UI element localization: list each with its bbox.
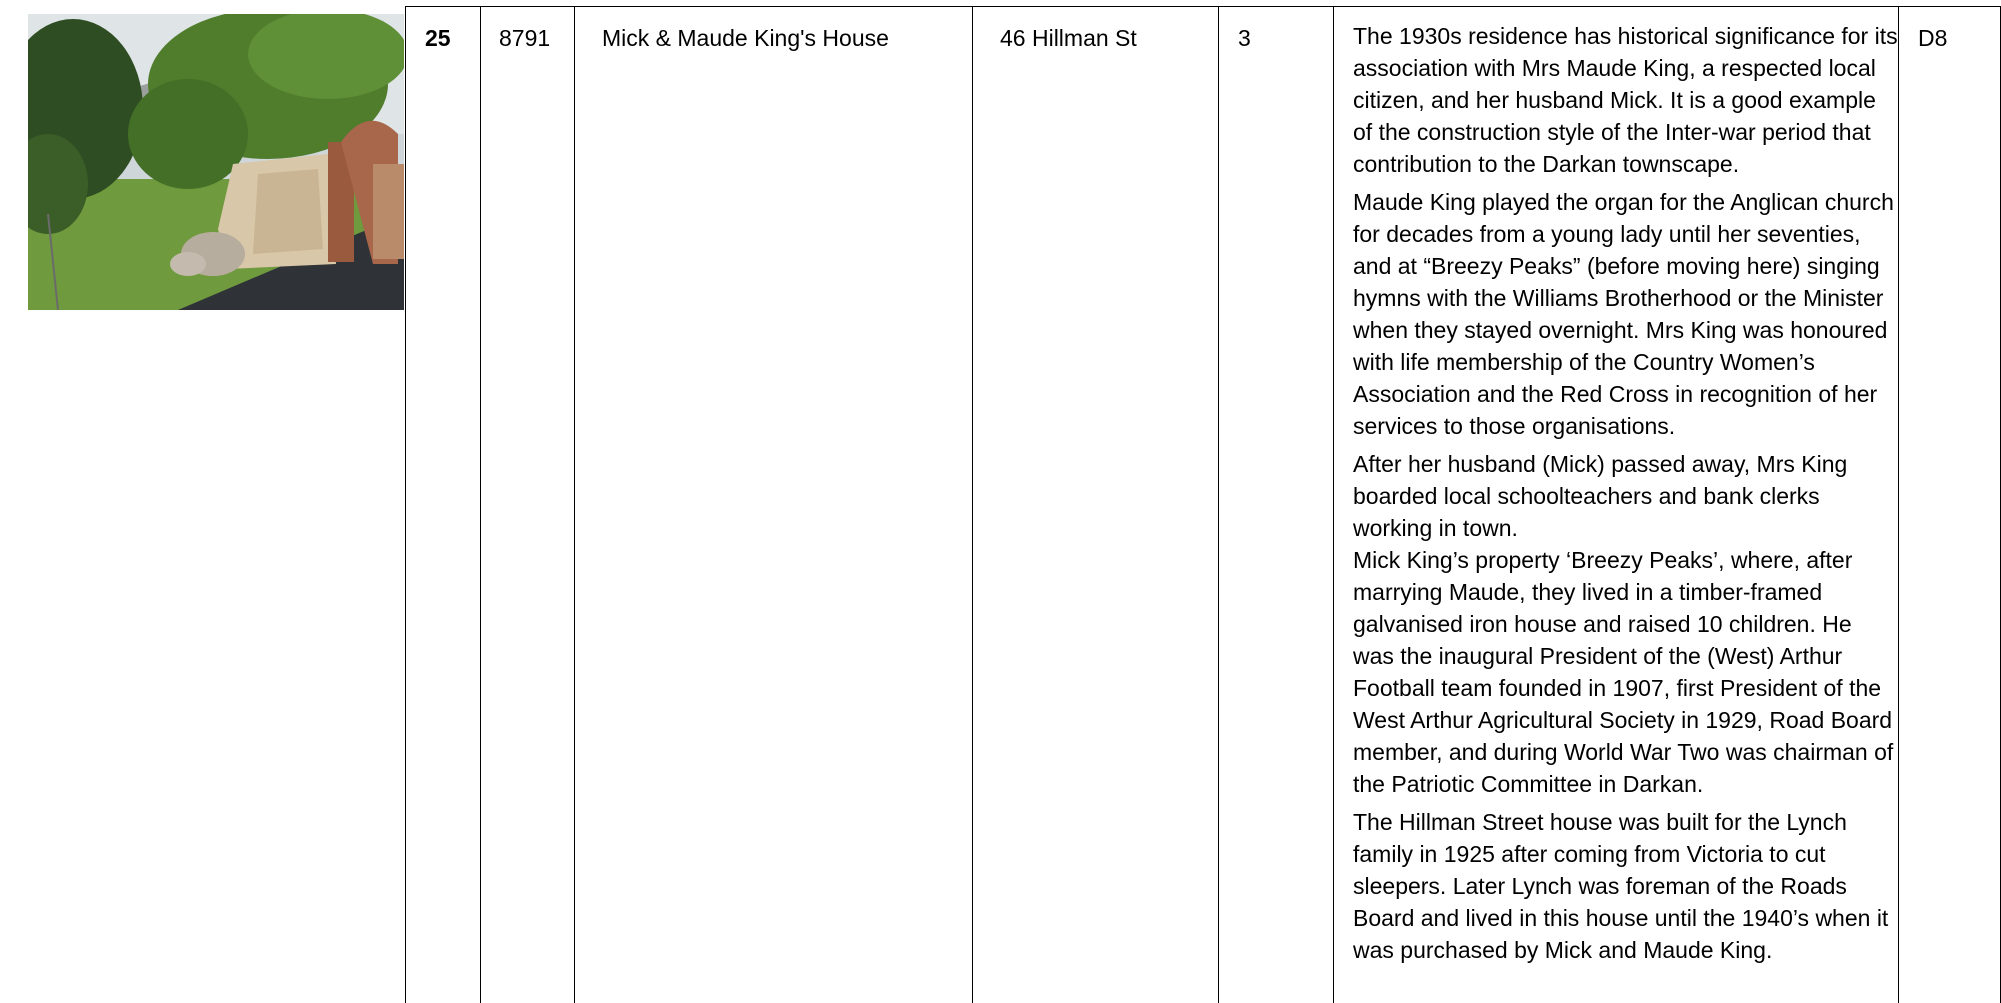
table-top-border — [405, 6, 2001, 7]
column-divider — [574, 6, 575, 1003]
column-divider — [1333, 6, 1334, 1003]
place-description — [1353, 20, 1898, 966]
column-divider — [1898, 6, 1899, 1003]
management-category: 3 — [1238, 25, 1251, 51]
property-photo — [28, 14, 404, 310]
description-paragraph: Maude King played the organ for the Anglican church for decades from a young lady until her seventies, and at “Breezy Peaks” (before moving here) singing hymns with the Williams Brotherhood or the Minister when they stayed overnight. Mrs King was honoured with life membership of the Country Women’s Association and the Red Cross in recognition of her services to those organisations. — [1353, 189, 1894, 439]
place-name: Mick & Maude King's House — [602, 25, 889, 51]
column-divider — [972, 6, 973, 1003]
description-paragraph: After her husband (Mick) passed away, Mrs King boarded local schoolteachers and bank clerks working in town. — [1353, 451, 1848, 541]
description-paragraph: The Hillman Street house was built for the Lynch family in 1925 after coming from Victoria to cut sleepers. Later Lynch was foreman of the Roads Board and lived in this house until the 1940’s when it was purchased by Mick and Maude King. — [1353, 809, 1889, 963]
description-paragraph: Mick King’s property ‘Breezy Peaks’, where, after marrying Maude, they lived in a timber-framed galvanised iron house and raised 10 children. He was the inaugural President of the (West) Arthur Football team founded in 1907, first President of the West Arthur Agricultural Society in 1929, Road Board member, and during World War Two was chairman of the Patriotic Committee in Darkan. — [1353, 547, 1894, 797]
column-divider — [480, 6, 481, 1003]
place-address: 46 Hillman St — [1000, 25, 1137, 51]
place-id: 8791 — [499, 25, 551, 51]
map-reference: D8 — [1918, 25, 1948, 51]
column-divider — [1218, 6, 1219, 1003]
record-number: 25 — [425, 25, 451, 51]
description-paragraph: The 1930s residence has historical significance for its association with Mrs Maude King, a respected local citizen, and her husband Mick. It is a good example of the construction style of the Inter-war period that contribution to the Darkan townscape. — [1353, 23, 1898, 177]
column-divider — [405, 6, 406, 1003]
